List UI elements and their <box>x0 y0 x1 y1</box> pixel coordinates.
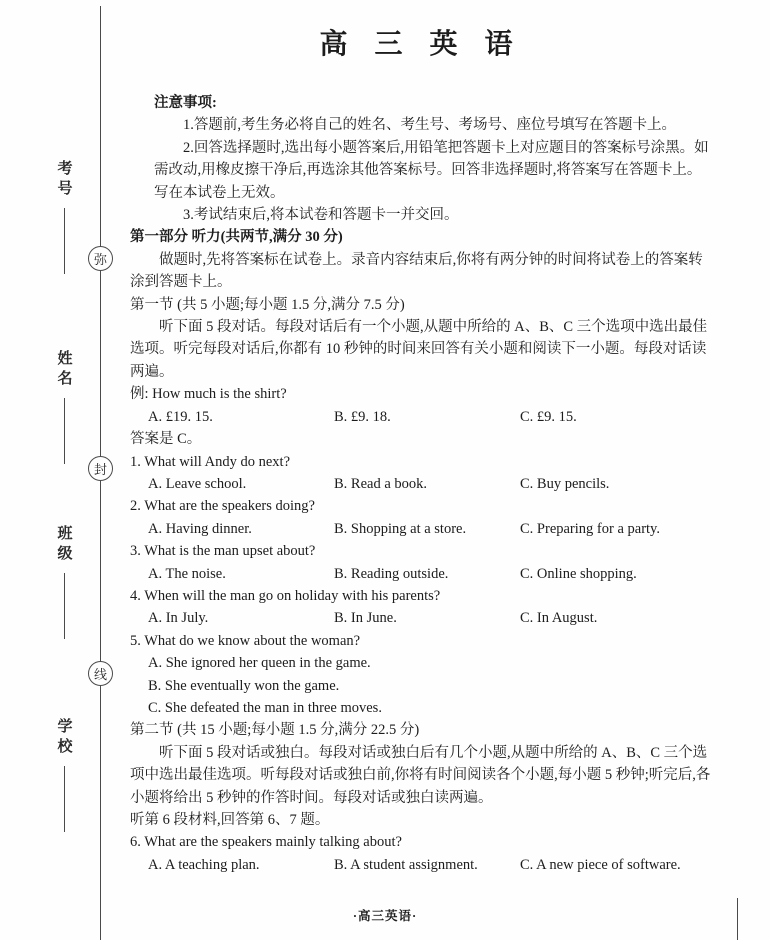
example-block <box>130 383 712 450</box>
sidebar-field-school <box>50 718 78 832</box>
question-2-options <box>130 518 712 540</box>
class-blank-line <box>64 573 65 639</box>
example-options <box>130 406 712 428</box>
exam-number-blank-line <box>64 208 65 274</box>
seal-char-xian <box>88 661 113 686</box>
example-prompt: 例: How much is the shirt? <box>130 386 287 403</box>
question-4-option-c: C. In August. <box>520 610 598 627</box>
question-3-option-c: C. Online shopping. <box>520 565 637 582</box>
question-5 <box>130 630 712 720</box>
question-5-option-a: A. She ignored her queen in the game. <box>148 655 371 672</box>
question-6 <box>130 831 712 876</box>
question-1-option-b: B. Read a book. <box>334 475 428 492</box>
question-6-option-b: B. A student assignment. <box>334 856 478 873</box>
question-4-option-a: A. In July. <box>148 610 209 627</box>
question-5-options <box>130 652 712 719</box>
question-6-options <box>130 854 712 876</box>
question-3-options <box>130 563 712 585</box>
example-option-a: A. £19. 15. <box>148 408 213 425</box>
sidebar-field-exam-number <box>50 160 78 274</box>
name-blank-line <box>64 398 65 464</box>
seal-char-mi <box>88 246 113 271</box>
exam-number-label: 考号 <box>55 160 72 200</box>
notice-item-1: 1.答题前,考生务必将自己的姓名、考生号、考场号、座位号填写在答题卡上。 <box>183 117 676 134</box>
question-5-option-c: C. She defeated the man in three moves. <box>148 699 382 716</box>
question-4-option-b: B. In June. <box>334 610 397 627</box>
exam-title: 高 三 英 语 <box>319 29 523 60</box>
example-option-b: B. £9. 18. <box>334 408 391 425</box>
section1-heading: 第一节 (共 5 小题;每小题 1.5 分,满分 7.5 分) <box>130 296 405 313</box>
section2-material-note: 听第 6 段材料,回答第 6、7 题。 <box>130 812 330 828</box>
question-1-text: 1. What will Andy do next? <box>130 453 291 470</box>
seal-char-xian-text: 线 <box>93 667 107 682</box>
question-4-options <box>130 607 712 629</box>
seal-char-feng <box>88 456 113 481</box>
example-answer: 答案是 C。 <box>130 431 202 448</box>
question-2-option-c: C. Preparing for a party. <box>520 520 660 537</box>
school-blank-line <box>64 766 65 832</box>
question-4-text: 4. When will the man go on holiday with his parents? <box>130 587 441 604</box>
question-4 <box>130 585 712 630</box>
question-5-option-b: B. She eventually won the game. <box>148 677 340 694</box>
question-3-option-b: B. Reading outside. <box>334 565 449 582</box>
part1-intro: 做题时,先将答案标在试卷上。录音内容结束后,你将有两分钟的时间将试卷上的答案转涂到答题卡上。 <box>130 251 703 291</box>
sidebar-field-name <box>50 350 78 464</box>
seal-char-mi-text: 弥 <box>93 252 107 267</box>
question-3-text: 3. What is the man upset about? <box>130 543 316 560</box>
sidebar-field-class <box>50 525 78 639</box>
question-1-option-a: A. Leave school. <box>148 475 247 492</box>
example-option-c: C. £9. 15. <box>520 408 577 425</box>
question-2-option-a: A. Having dinner. <box>148 520 252 537</box>
question-3 <box>130 540 712 585</box>
question-2-option-b: B. Shopping at a store. <box>334 520 467 537</box>
section2-heading: 第二节 (共 15 小题;每小题 1.5 分,满分 22.5 分) <box>130 722 420 739</box>
question-2-text: 2. What are the speakers doing? <box>130 498 315 515</box>
notice-item-3: 3.考试结束后,将本试卷和答题卡一并交回。 <box>183 207 459 224</box>
question-2 <box>130 495 712 540</box>
notice-block <box>130 92 712 226</box>
section2-instructions: 听下面 5 段对话或独白。每段对话或独白后有几个小题,从题中所给的 A、B、C 三个选项中选出最佳选项。听每段对话或独白前,你将有时间阅读各个小题,每小题 5 秒钟;听完后,各小题将给出 5 秒钟的作答时间。每段对话或独白读两遍。 <box>130 744 711 806</box>
seal-char-feng-text: 封 <box>93 462 107 477</box>
school-label: 学校 <box>55 718 72 758</box>
question-6-option-a: A. A teaching plan. <box>148 856 260 873</box>
class-label: 班级 <box>55 525 72 565</box>
notice-item-2: 2.回答选择题时,选出每小题答案后,用铅笔把答题卡上对应题目的答案标号涂黑。如需改动,用橡皮擦干净后,再选涂其他答案标号。回答非选择题时,将答案写在答题卡上。写在本试卷上无效。 <box>154 139 709 201</box>
name-label: 姓名 <box>55 350 72 390</box>
part1-heading: 第一部分 听力(共两节,满分 30 分) <box>130 229 343 246</box>
section1-instructions: 听下面 5 段对话。每段对话后有一个小题,从题中所给的 A、B、C 三个选项中选出最佳选项。听完每段对话后,你都有 10 秒钟的时间来回答有关小题和阅读下一小题。每段对话读两遍。 <box>130 319 708 380</box>
question-6-text: 6. What are the speakers mainly talking about? <box>130 834 402 851</box>
question-1 <box>130 451 712 496</box>
page-footer: ·高三英语· <box>352 909 418 923</box>
question-6-option-c: C. A new piece of software. <box>520 856 681 873</box>
question-3-option-a: A. The noise. <box>148 565 226 582</box>
question-1-option-c: C. Buy pencils. <box>520 475 610 492</box>
exam-content <box>130 92 712 876</box>
notice-heading: 注意事项: <box>154 95 217 111</box>
question-5-text: 5. What do we know about the woman? <box>130 632 361 649</box>
question-1-options <box>130 473 712 495</box>
